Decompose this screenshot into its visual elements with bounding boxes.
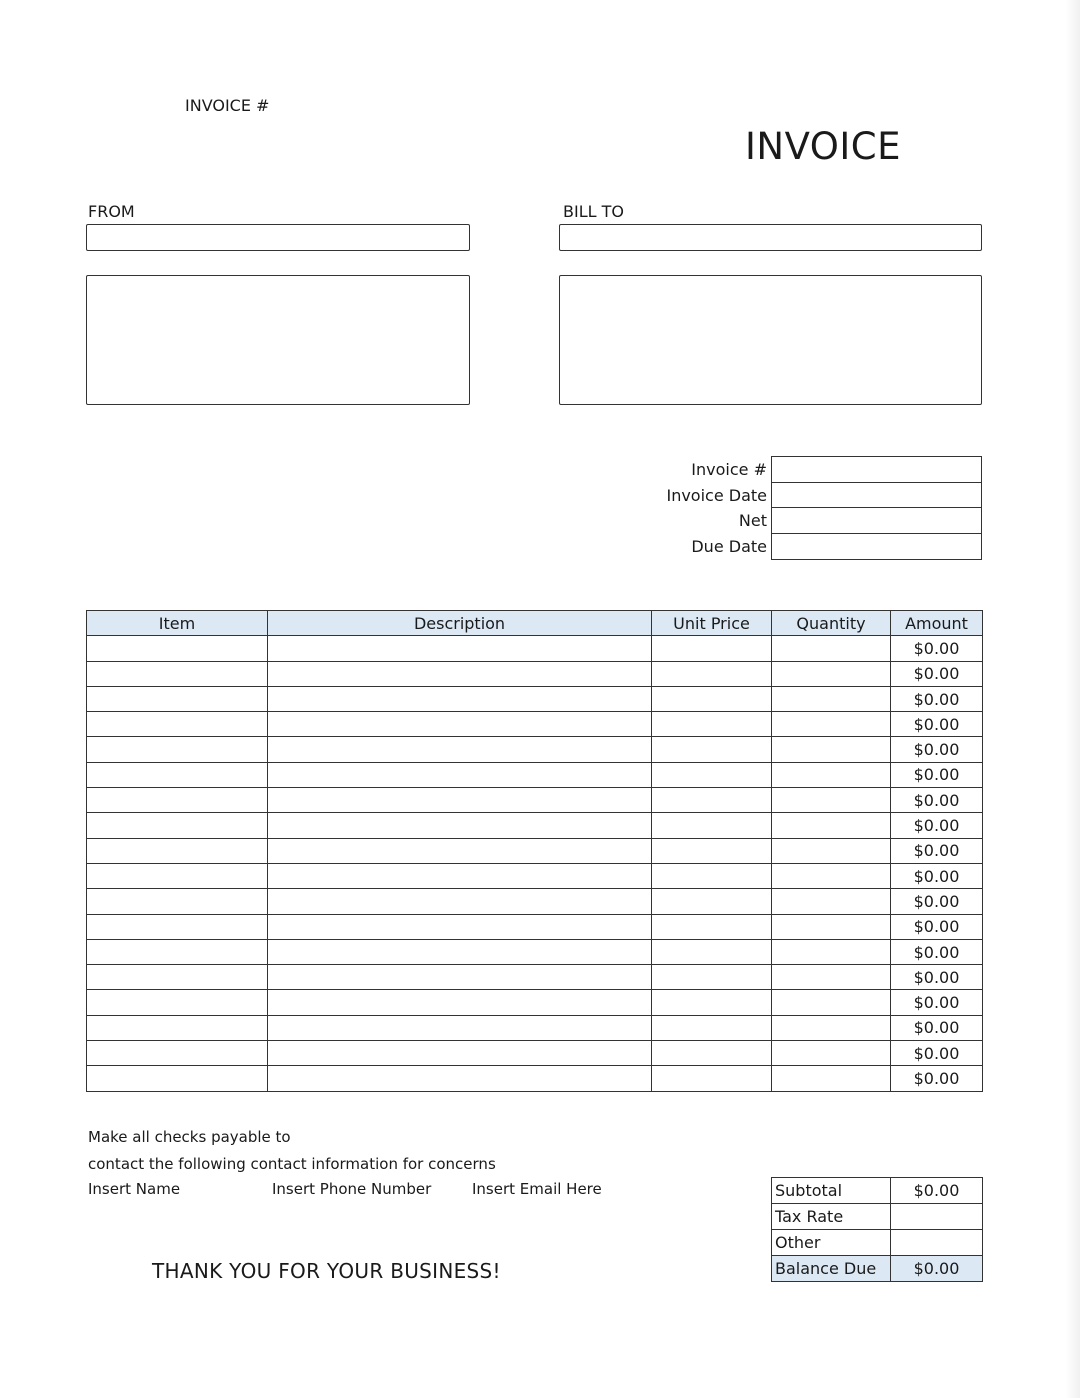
unit-price-cell[interactable] <box>652 838 772 863</box>
thank-you-message: THANK YOU FOR YOUR BUSINESS! <box>152 1259 501 1283</box>
description-cell[interactable] <box>268 965 652 990</box>
invoice-number-label: INVOICE # <box>185 96 270 115</box>
table-row <box>87 863 983 888</box>
column-header-unit-price: Unit Price <box>652 611 772 636</box>
quantity-cell[interactable] <box>772 1041 891 1066</box>
table-row <box>87 1015 983 1040</box>
line-items-table <box>86 610 983 1092</box>
description-cell[interactable] <box>268 636 652 661</box>
quantity-cell[interactable] <box>772 1015 891 1040</box>
table-header-row <box>87 611 983 636</box>
meta-net-field[interactable] <box>771 507 982 533</box>
table-row <box>87 939 983 964</box>
unit-price-cell[interactable] <box>652 788 772 813</box>
table-row <box>87 686 983 711</box>
unit-price-cell[interactable] <box>652 686 772 711</box>
unit-price-cell[interactable] <box>652 889 772 914</box>
item-cell[interactable] <box>87 1015 268 1040</box>
table-row <box>87 965 983 990</box>
item-cell[interactable] <box>87 1066 268 1091</box>
column-header-item: Item <box>87 611 268 636</box>
amount-cell: $0.00 <box>891 1066 983 1091</box>
quantity-cell[interactable] <box>772 914 891 939</box>
subtotal-label: Subtotal <box>772 1178 891 1204</box>
quantity-cell[interactable] <box>772 661 891 686</box>
description-cell[interactable] <box>268 1015 652 1040</box>
quantity-cell[interactable] <box>772 636 891 661</box>
unit-price-cell[interactable] <box>652 914 772 939</box>
meta-invoice-number-label: Invoice # <box>691 460 767 479</box>
description-cell[interactable] <box>268 863 652 888</box>
column-header-quantity: Quantity <box>772 611 891 636</box>
item-cell[interactable] <box>87 762 268 787</box>
meta-invoice-date-field[interactable] <box>771 482 982 508</box>
item-cell[interactable] <box>87 838 268 863</box>
amount-cell: $0.00 <box>891 1041 983 1066</box>
table-row <box>87 990 983 1015</box>
quantity-cell[interactable] <box>772 838 891 863</box>
amount-cell: $0.00 <box>891 737 983 762</box>
item-cell[interactable] <box>87 686 268 711</box>
other-row <box>772 1230 983 1256</box>
quantity-cell[interactable] <box>772 990 891 1015</box>
table-row <box>87 661 983 686</box>
tax-rate-field[interactable] <box>891 1204 983 1230</box>
amount-cell: $0.00 <box>891 914 983 939</box>
meta-due-date-field[interactable] <box>771 533 982 560</box>
from-label: FROM <box>88 202 135 221</box>
amount-cell: $0.00 <box>891 863 983 888</box>
meta-invoice-number-field[interactable] <box>771 456 982 482</box>
table-row <box>87 813 983 838</box>
table-row <box>87 737 983 762</box>
description-cell[interactable] <box>268 788 652 813</box>
description-cell[interactable] <box>268 914 652 939</box>
unit-price-cell[interactable] <box>652 737 772 762</box>
amount-cell: $0.00 <box>891 636 983 661</box>
subtotal-row <box>772 1178 983 1204</box>
item-cell[interactable] <box>87 636 268 661</box>
amount-cell: $0.00 <box>891 990 983 1015</box>
quantity-cell[interactable] <box>772 737 891 762</box>
item-cell[interactable] <box>87 939 268 964</box>
column-header-description: Description <box>268 611 652 636</box>
item-cell[interactable] <box>87 914 268 939</box>
totals-table <box>771 1177 983 1282</box>
amount-cell: $0.00 <box>891 838 983 863</box>
amount-cell: $0.00 <box>891 1015 983 1040</box>
description-cell[interactable] <box>268 1041 652 1066</box>
table-row <box>87 762 983 787</box>
unit-price-cell[interactable] <box>652 813 772 838</box>
quantity-cell[interactable] <box>772 788 891 813</box>
table-row <box>87 889 983 914</box>
meta-invoice-date-label: Invoice Date <box>666 486 767 505</box>
quantity-cell[interactable] <box>772 863 891 888</box>
item-cell[interactable] <box>87 737 268 762</box>
unit-price-cell[interactable] <box>652 712 772 737</box>
balance-due-row <box>772 1256 983 1282</box>
checks-payable-text: Make all checks payable to <box>88 1128 291 1146</box>
from-name-field[interactable] <box>86 224 470 251</box>
unit-price-cell[interactable] <box>652 1066 772 1091</box>
description-cell[interactable] <box>268 712 652 737</box>
bill-to-name-field[interactable] <box>559 224 982 251</box>
unit-price-cell[interactable] <box>652 965 772 990</box>
unit-price-cell[interactable] <box>652 1015 772 1040</box>
meta-due-date-label: Due Date <box>691 537 767 556</box>
amount-cell: $0.00 <box>891 686 983 711</box>
contact-info-text: contact the following contact information for concerns <box>88 1155 496 1173</box>
item-cell[interactable] <box>87 813 268 838</box>
item-cell[interactable] <box>87 1041 268 1066</box>
description-cell[interactable] <box>268 686 652 711</box>
table-row <box>87 914 983 939</box>
description-cell[interactable] <box>268 838 652 863</box>
description-cell[interactable] <box>268 990 652 1015</box>
table-row <box>87 838 983 863</box>
quantity-cell[interactable] <box>772 712 891 737</box>
quantity-cell[interactable] <box>772 965 891 990</box>
description-cell[interactable] <box>268 813 652 838</box>
page-edge <box>1066 0 1080 1398</box>
amount-cell: $0.00 <box>891 965 983 990</box>
contact-name: Insert Name <box>88 1180 181 1198</box>
description-cell[interactable] <box>268 762 652 787</box>
description-cell[interactable] <box>268 1066 652 1091</box>
table-row <box>87 712 983 737</box>
unit-price-cell[interactable] <box>652 661 772 686</box>
subtotal-value: $0.00 <box>891 1178 983 1204</box>
amount-cell: $0.00 <box>891 661 983 686</box>
item-cell[interactable] <box>87 863 268 888</box>
quantity-cell[interactable] <box>772 813 891 838</box>
contact-email: Insert Email Here <box>472 1180 602 1198</box>
description-cell[interactable] <box>268 737 652 762</box>
item-cell[interactable] <box>87 965 268 990</box>
amount-cell: $0.00 <box>891 712 983 737</box>
unit-price-cell[interactable] <box>652 762 772 787</box>
balance-due-label: Balance Due <box>772 1256 891 1282</box>
other-field[interactable] <box>891 1230 983 1256</box>
meta-net-label: Net <box>738 511 767 530</box>
from-address-field[interactable] <box>86 275 470 405</box>
amount-cell: $0.00 <box>891 813 983 838</box>
table-row <box>87 788 983 813</box>
item-cell[interactable] <box>87 661 268 686</box>
bill-to-address-field[interactable] <box>559 275 982 405</box>
table-row <box>87 1041 983 1066</box>
description-cell[interactable] <box>268 661 652 686</box>
quantity-cell[interactable] <box>772 686 891 711</box>
amount-cell: $0.00 <box>891 762 983 787</box>
tax-rate-label: Tax Rate <box>772 1204 891 1230</box>
unit-price-cell[interactable] <box>652 939 772 964</box>
table-row <box>87 636 983 661</box>
quantity-cell[interactable] <box>772 939 891 964</box>
unit-price-cell[interactable] <box>652 1041 772 1066</box>
amount-cell: $0.00 <box>891 889 983 914</box>
balance-due-value: $0.00 <box>891 1256 983 1282</box>
item-cell[interactable] <box>87 889 268 914</box>
quantity-cell[interactable] <box>772 1066 891 1091</box>
description-cell[interactable] <box>268 889 652 914</box>
quantity-cell[interactable] <box>772 889 891 914</box>
item-cell[interactable] <box>87 788 268 813</box>
unit-price-cell[interactable] <box>652 636 772 661</box>
amount-cell: $0.00 <box>891 939 983 964</box>
other-label: Other <box>772 1230 891 1256</box>
quantity-cell[interactable] <box>772 762 891 787</box>
amount-cell: $0.00 <box>891 788 983 813</box>
item-cell[interactable] <box>87 990 268 1015</box>
bill-to-label: BILL TO <box>563 202 624 221</box>
contact-phone: Insert Phone Number <box>272 1180 432 1198</box>
description-cell[interactable] <box>268 939 652 964</box>
page-title: INVOICE <box>745 125 901 168</box>
unit-price-cell[interactable] <box>652 990 772 1015</box>
column-header-amount: Amount <box>891 611 983 636</box>
tax-rate-row <box>772 1204 983 1230</box>
unit-price-cell[interactable] <box>652 863 772 888</box>
item-cell[interactable] <box>87 712 268 737</box>
table-row <box>87 1066 983 1091</box>
